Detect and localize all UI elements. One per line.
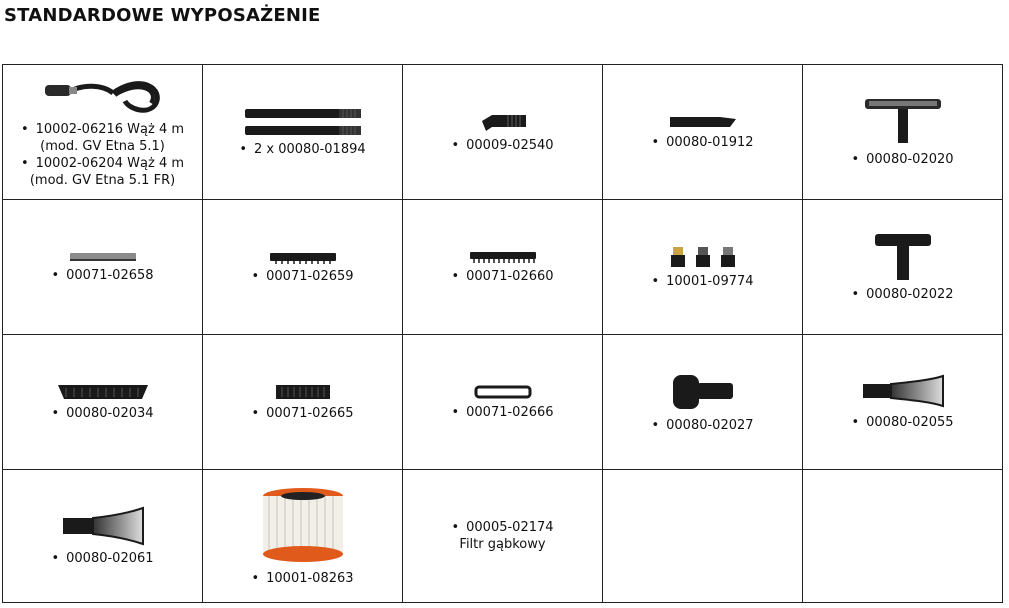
table-cell (3, 335, 203, 470)
table-cell (203, 335, 403, 470)
part-number-line: • 00080-02020 (851, 151, 953, 168)
part-description-line: (mod. GV Etna 5.1) (40, 139, 165, 154)
table-cell (403, 65, 603, 200)
part-number (251, 268, 353, 285)
part-number (851, 414, 953, 431)
part-number-line: • 10001-08263 (251, 570, 353, 587)
part-number-line: • 00080-01912 (651, 134, 753, 151)
part-number-line: • 2 x 00080-01894 (239, 141, 365, 158)
t-nozzle-icon (873, 232, 933, 282)
part-number-line: • 00071-02665 (251, 405, 353, 422)
extension-tubes-icon (243, 107, 363, 137)
part-number-line: • 00009-02540 (451, 137, 553, 154)
table-cell (3, 470, 203, 603)
part-number-line: • 00071-02666 (451, 404, 553, 421)
part-number (451, 519, 553, 553)
table-cell (403, 470, 603, 603)
part-number (51, 405, 153, 422)
table-cell (603, 335, 803, 470)
part-number (451, 268, 553, 285)
table-cell (803, 65, 1003, 200)
table-cell (403, 335, 603, 470)
round-brushes-icon (668, 245, 738, 269)
grey-insert-icon (68, 251, 138, 263)
cartridge-filter-icon (261, 486, 345, 566)
table-cell (803, 335, 1003, 470)
part-number-line: • 00080-02022 (851, 286, 953, 303)
table-cell (403, 200, 603, 335)
part-number-line: • 00080-02055 (851, 414, 953, 431)
part-description-line: (mod. GV Etna 5.1 FR) (29, 173, 176, 188)
upholstery-nozzle-icon (61, 506, 145, 546)
frame-insert-icon (473, 384, 533, 400)
part-number (451, 404, 553, 421)
bristle-insert-icon (468, 250, 538, 264)
part-number (239, 141, 365, 158)
connector-icon (478, 111, 528, 133)
table-cell (203, 470, 403, 603)
part-number-line: • 10001-09774 (651, 273, 753, 290)
part-number-line: • 00071-02660 (451, 268, 553, 285)
table-cell (603, 470, 803, 603)
part-number-line: • 10002-06216 Wąż 4 m (21, 121, 184, 138)
dusting-brush-icon (671, 371, 735, 413)
hose-icon (43, 75, 163, 117)
table-cell (603, 65, 803, 200)
floor-tool-icon (863, 97, 943, 147)
table-cell (3, 65, 203, 200)
part-number-line: • 00005-02174 (451, 519, 553, 536)
part-number (851, 151, 953, 168)
part-number-line: • 00071-02658 (51, 267, 153, 284)
table-cell (803, 200, 1003, 335)
part-number (651, 273, 753, 290)
part-number-line: • 00080-02061 (51, 550, 153, 567)
table-cell (203, 200, 403, 335)
part-number-line: • 00080-02027 (651, 417, 753, 434)
table-cell (3, 200, 203, 335)
part-number-line: • 00080-02034 (51, 405, 153, 422)
page-title: STANDARDOWE WYPOSAŻENIE (4, 5, 321, 26)
table-cell (603, 200, 803, 335)
table-cell (803, 470, 1003, 603)
part-number (21, 121, 184, 189)
accessories-table (2, 64, 1003, 603)
part-number (651, 417, 753, 434)
part-number (51, 267, 153, 284)
part-number (251, 570, 353, 587)
part-number (251, 405, 353, 422)
part-description-line: Filtr gąbkowy (459, 537, 546, 552)
part-number (651, 134, 753, 151)
part-number-line: • 10002-06204 Wąż 4 m (21, 155, 184, 172)
part-number-line: • 00071-02659 (251, 268, 353, 285)
wide-nozzle-icon (861, 374, 945, 410)
part-number (51, 550, 153, 567)
part-number (851, 286, 953, 303)
table-cell (203, 65, 403, 200)
small-squeegee-icon (274, 383, 332, 401)
part-number (451, 137, 553, 154)
crevice-nozzle-icon (668, 114, 738, 130)
squeegee-icon (56, 383, 150, 401)
brush-insert-icon (268, 250, 338, 264)
